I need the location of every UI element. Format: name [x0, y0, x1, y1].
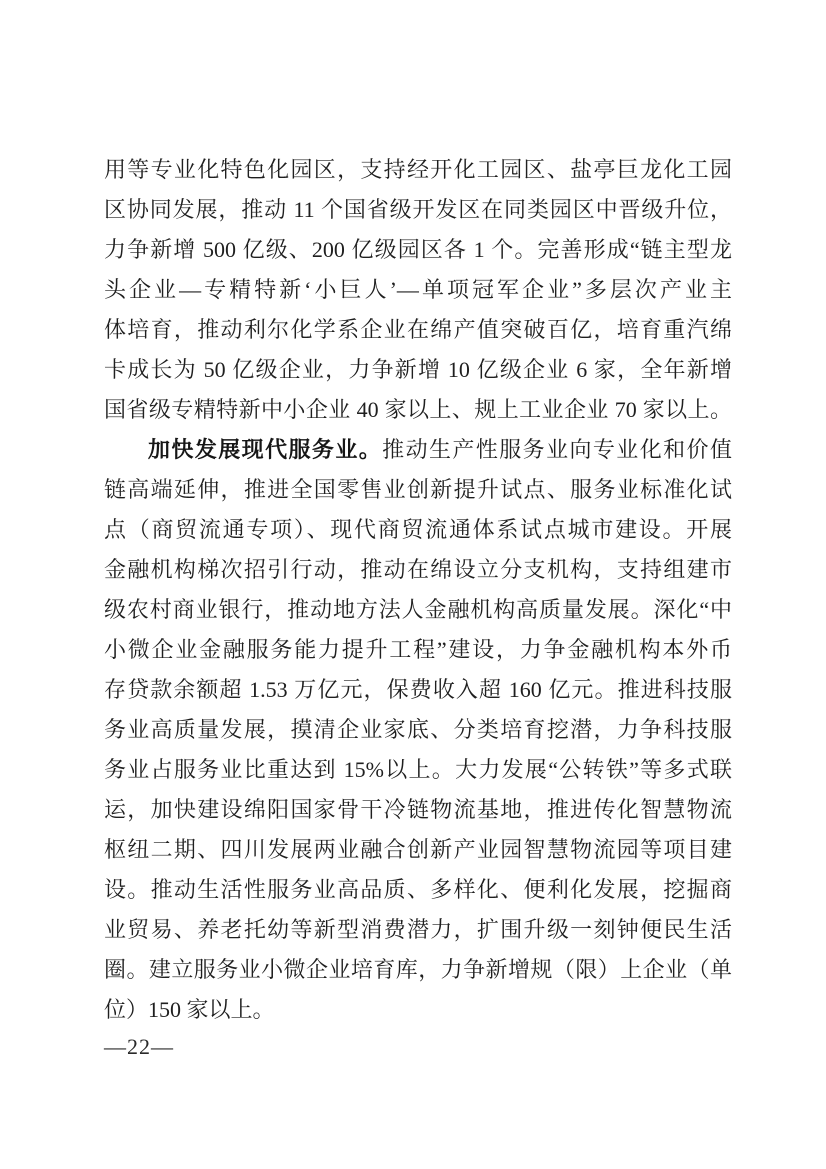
text-line	[104, 470, 732, 510]
text-line	[104, 950, 732, 990]
text-run: 设。推动生活性服务业高品质、多样化、便利化发展，挖掘商	[104, 877, 732, 902]
text-line	[104, 830, 732, 870]
text-line	[104, 630, 732, 670]
text-run: 存贷款余额超 1.53 万亿元，保费收入超 160 亿元。推进科技服	[104, 677, 732, 702]
text-run: 金融机构梯次招引行动，推动在绵设立分支机构，支持组建市	[104, 557, 732, 582]
text-run: 力争新增 500 亿级、200 亿级园区各 1 个。完善形成“链主型龙	[104, 237, 732, 262]
text-line	[104, 270, 732, 310]
page-number: —22—	[104, 1034, 174, 1059]
text-line	[104, 870, 732, 910]
text-run: 推动生产性服务业向专业化和价值	[382, 437, 732, 462]
text-line	[104, 230, 732, 270]
text-run: 体培育，推动利尔化学系企业在绵产值突破百亿，培育重汽绵	[104, 317, 732, 342]
text-line	[104, 990, 732, 1030]
text-run: 级农村商业银行，推动地方法人金融机构高质量发展。深化“中	[104, 597, 732, 622]
text-run: 务业高质量发展，摸清企业家底、分类培育挖潜，力争科技服	[104, 717, 732, 742]
text-line	[104, 390, 732, 430]
document-body	[104, 150, 732, 1030]
text-run: 圈。建立服务业小微企业培育库，力争新增规（限）上企业（单	[104, 957, 732, 982]
text-line	[104, 150, 732, 190]
text-line	[104, 510, 732, 550]
text-run: 枢纽二期、四川发展两业融合创新产业园智慧物流园等项目建	[104, 837, 732, 862]
text-line	[104, 430, 732, 470]
text-run: 务业占服务业比重达到 15%以上。大力发展“公转铁”等多式联	[104, 757, 732, 782]
text-run: 国省级专精特新中小企业 40 家以上、规上工业企业 70 家以上。	[104, 397, 732, 422]
text-line	[104, 710, 732, 750]
text-line	[104, 750, 732, 790]
text-line	[104, 310, 732, 350]
text-run: 头企业—专精特新‘小巨人’—单项冠军企业”多层次产业主	[104, 277, 732, 302]
text-line	[104, 790, 732, 830]
text-line	[104, 910, 732, 950]
text-line	[104, 670, 732, 710]
text-run: 运，加快建设绵阳国家骨干冷链物流基地，推进传化智慧物流	[104, 797, 732, 822]
text-line	[104, 190, 732, 230]
bold-text-run: 加快发展现代服务业。	[148, 437, 383, 462]
text-line	[104, 550, 732, 590]
text-run: 链高端延伸，推进全国零售业创新提升试点、服务业标准化试	[104, 477, 732, 502]
text-run: 卡成长为 50 亿级企业，力争新增 10 亿级企业 6 家，全年新增	[104, 357, 732, 382]
text-run: 区协同发展，推动 11 个国省级开发区在同类园区中晋级升位，	[104, 197, 732, 222]
text-run: 点（商贸流通专项）、现代商贸流通体系试点城市建设。开展	[104, 517, 732, 542]
text-run: 位）150 家以上。	[104, 997, 275, 1022]
text-line	[104, 350, 732, 390]
text-line	[104, 590, 732, 630]
text-run: 小微企业金融服务能力提升工程”建设，力争金融机构本外币	[104, 637, 732, 662]
text-run: 业贸易、养老托幼等新型消费潜力，扩围升级一刻钟便民生活	[104, 917, 732, 942]
text-run: 用等专业化特色化园区，支持经开化工园区、盐亭巨龙化工园	[104, 157, 732, 182]
